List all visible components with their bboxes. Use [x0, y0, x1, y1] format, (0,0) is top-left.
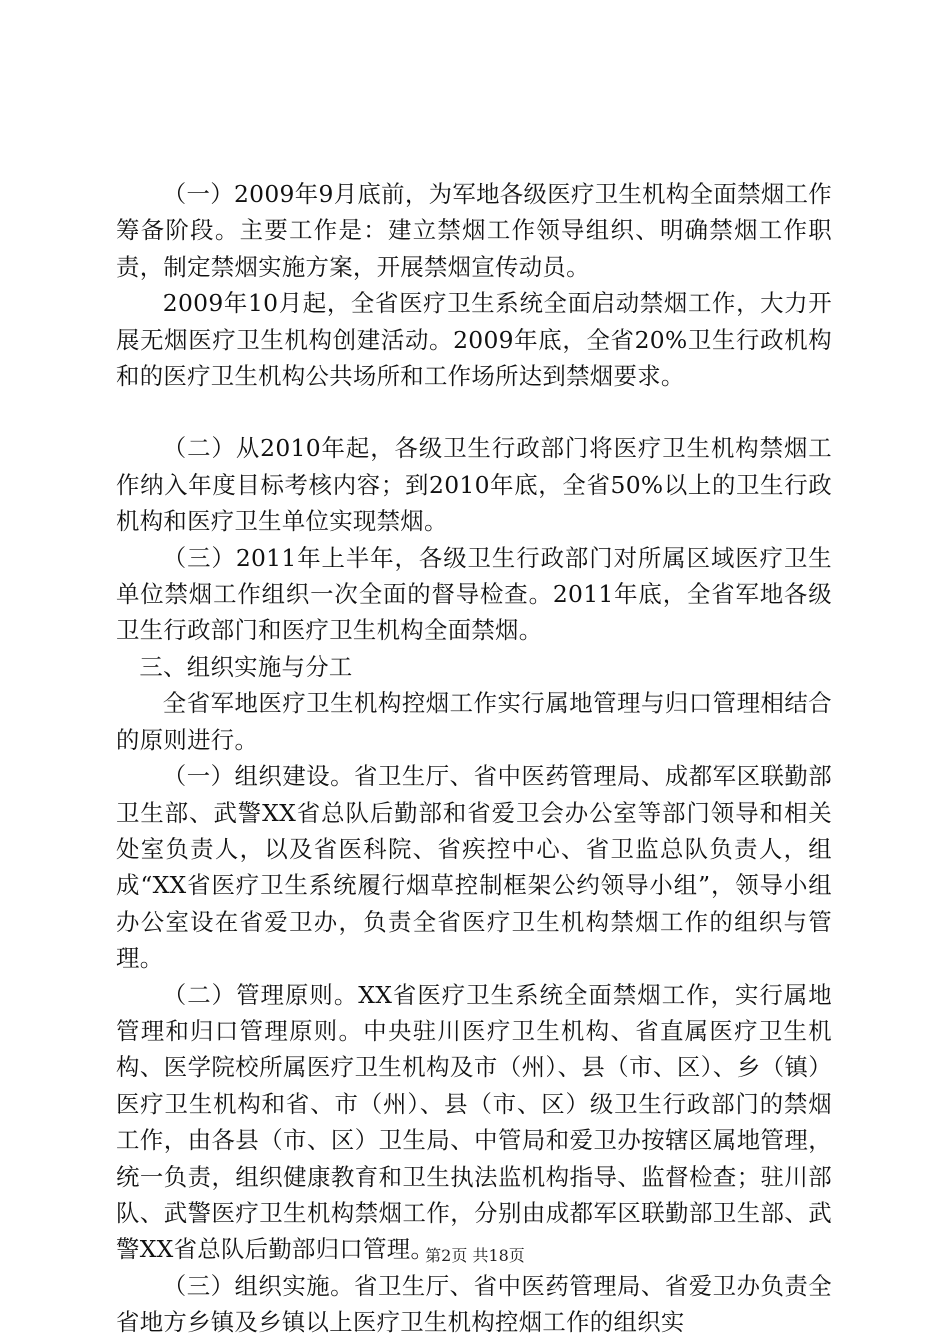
paragraph-phase-three: （三）2011年上半年，各级卫生行政部门对所属区域医疗卫生单位禁烟工作组织一次全面的督导检查。2011年底，全省军地各级卫生行政部门和医疗卫生机构全面禁烟。 — [116, 543, 832, 645]
paragraph-phase-two: （二）从2010年起，各级卫生行政部门将医疗卫生机构禁烟工作纳入年度目标考核内容；到2010年底，全省50%以上的卫生行政机构和医疗卫生单位实现禁烟。 — [116, 434, 832, 536]
paragraph-phase-one: （一）2009年9月底前，为军地各级医疗卫生机构全面禁烟工作筹备阶段。主要工作是：建立禁烟工作领导组织、明确禁烟工作职责，制定禁烟实施方案，开展禁烟宣传动员。 — [116, 180, 832, 281]
document-body — [116, 176, 832, 1341]
page-number-footer: 第2页 共18页 — [425, 1246, 525, 1265]
paragraph-organization-building: （一）组织建设。省卫生厅、省中医药管理局、成都军区联勤部卫生部、武警XX省总队后勤部和省爱卫会办公室等部门领导和相关处室负责人，以及省医科院、省疾控中心、省卫监总队负责人，组成“XX省医疗卫生系统履行烟草控制框架公约领导小组”，领导小组办公室设在省爱卫办，负责全省医疗卫生机构禁烟工作的组织与管理。 — [116, 762, 832, 973]
section-heading-organization: 三、组织实施与分工 — [139, 652, 353, 681]
paragraph-management-principle: （二）管理原则。XX省医疗卫生系统全面禁烟工作，实行属地管理和归口管理原则。中央驻川医疗卫生机构、省直属医疗卫生机构、医学院校所属医疗卫生机构及市（州）、县（市、区）、乡（镇）医疗卫生机构和省、市（州）、县（市、区）级卫生行政部门的禁烟工作，由各县（市、区）卫生局、中管局和爱卫办按辖区属地管理，统一负责，组织健康教育和卫生执法监机构指导、监督检查；驻川部队、武警医疗卫生机构禁烟工作，分别由成都军区联勤部卫生部、武警XX省总队后勤部归口管理。 — [116, 980, 832, 1264]
paragraph-implementation: （三）组织实施。省卫生厅、省中医药管理局、省爱卫办负责全省地方乡镇及乡镇以上医疗卫生机构控烟工作的组织实 — [116, 1271, 832, 1337]
paragraph-2009-october: 2009年10月起，全省医疗卫生系统全面启动禁烟工作，大力开展无烟医疗卫生机构创建活动。2009年底，全省20%卫生行政机构和的医疗卫生机构公共场所和工作场所达到禁烟要求。 — [116, 289, 832, 391]
paragraph-principle: 全省军地医疗卫生机构控烟工作实行属地管理与归口管理相结合的原则进行。 — [116, 689, 832, 754]
